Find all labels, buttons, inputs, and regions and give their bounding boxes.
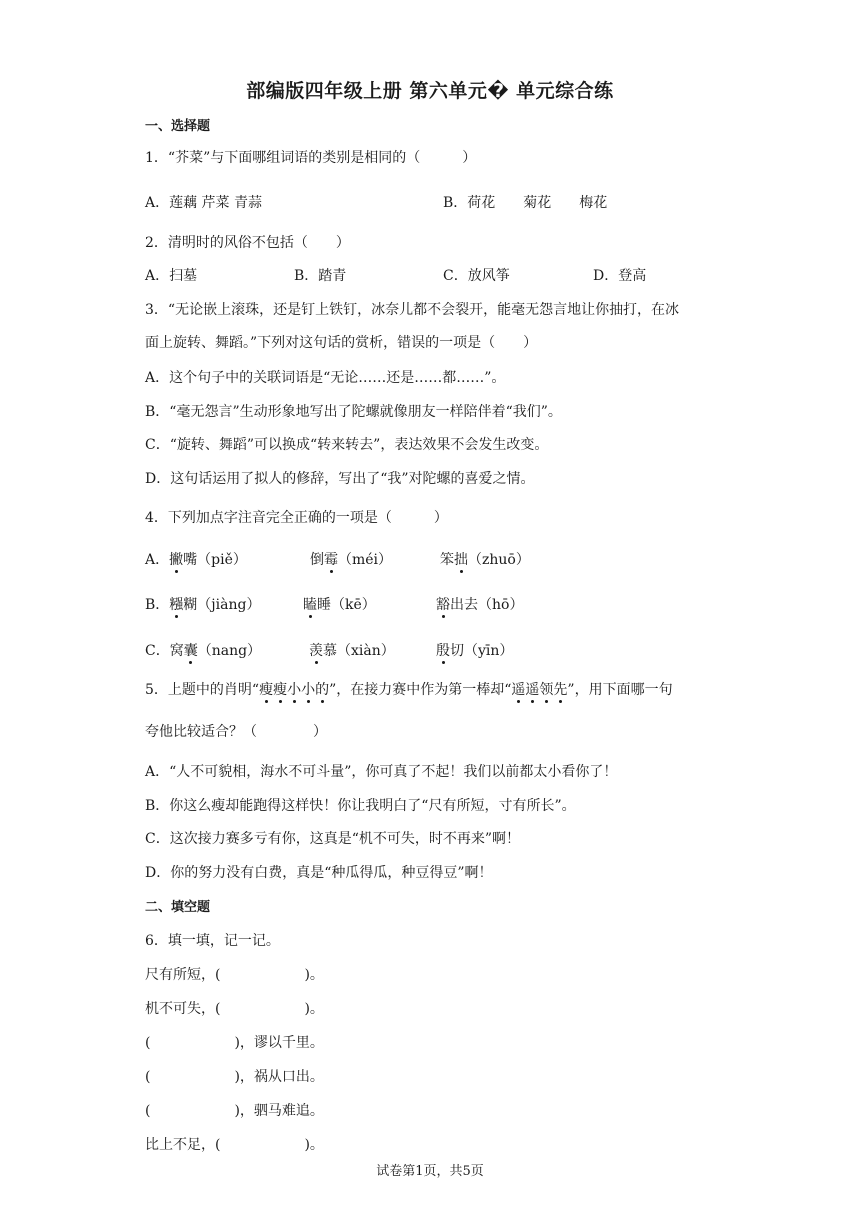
emphasis-dot-char: 糨: [169, 594, 183, 614]
emphasis-dot-char: 领: [539, 679, 553, 699]
emphasis-dot-char: 先: [553, 679, 567, 699]
q4-option-a-word3: 笨拙（zhuō）: [440, 549, 530, 569]
emphasis-dot-char: 殷: [436, 640, 450, 660]
q6-blank-line-4: ( )，祸从口出。: [145, 1069, 324, 1085]
emphasis-dot-char: 的: [315, 679, 329, 699]
q4-option-b-word2: 瞌睡（kē）: [303, 594, 376, 614]
emphasis-dot-char: 遥: [511, 679, 525, 699]
q5-option-d: D．你的努力没有白费，真是“种瓜得瓜，种豆得豆”啊！: [145, 865, 493, 881]
q3-stem-line2: 面上旋转、舞蹈。”下列对这句话的赏析，错误的一项是（ ）: [145, 335, 538, 351]
page-title: 部编版四年级上册 第六单元� 单元综合练: [246, 80, 614, 102]
q5-option-a: A．“人不可貌相，海水不可斗量”，你可真了不起！我们以前都太小看你了！: [145, 764, 618, 780]
q1-option-b: B．荷花 菊花 梅花: [443, 195, 608, 211]
q5-stem-line2: 夸他比较适合？（ ）: [145, 724, 327, 740]
emphasis-dot-char: 遥: [525, 679, 539, 699]
emphasis-dot-char: 拙: [454, 549, 468, 569]
q4-option-c-word2: 羡慕（xiàn）: [309, 640, 395, 660]
emphasis-dot-char: 豁: [436, 594, 450, 614]
q6-blank-line-1: 尺有所短，( )。: [145, 967, 324, 983]
q2-option-a: A．扫墓: [145, 268, 198, 284]
emphasis-dot-char: 瘦: [273, 679, 287, 699]
q4-option-a-word1: A．撇嘴（piě）: [145, 549, 247, 569]
q6-blank-line-5: ( )，驷马难追。: [145, 1103, 324, 1119]
q1-stem: 1．“芥菜”与下面哪组词语的类别是相同的（ ）: [145, 150, 477, 166]
q2-option-d: D．登高: [593, 268, 647, 284]
q6-blank-line-2: 机不可失，( )。: [145, 1001, 324, 1017]
q5-stem-line1: 5．上题中的肖明“瘦瘦小小的”，在接力赛中作为第一棒却“遥遥领先”，用下面哪一句: [145, 679, 673, 699]
q5-option-c: C．这次接力赛多亏有你，这真是“机不可失，时不再来”啊！: [145, 831, 521, 847]
q3-stem-line1: 3．“无论嵌上滚珠，还是钉上铁钉，冰奈儿都不会裂开，能毫无怨言地让你抽打，在冰: [145, 302, 680, 318]
q3-option-a: A．这个句子中的关联词语是“无论……还是……都……”。: [145, 370, 506, 386]
q6-blank-line-6: 比上不足，( )。: [145, 1137, 324, 1153]
q2-option-c: C．放风筝: [443, 268, 510, 284]
q4-option-b-word3: 豁出去（hō）: [436, 594, 523, 614]
q3-option-c: C．“旋转、舞蹈”可以换成“转来转去”，表达效果不会发生改变。: [145, 437, 549, 453]
emphasis-dot-char: 霉: [324, 549, 338, 569]
q5-option-b: B．你这么瘦却能跑得这样快！你让我明白了“尺有所短，寸有所长”。: [145, 798, 576, 814]
q6-blank-line-3: ( )，谬以千里。: [145, 1035, 324, 1051]
emphasis-dot-char: 羡: [309, 640, 323, 660]
emphasis-dot-char: 小: [287, 679, 301, 699]
emphasis-dot-char: 撇: [169, 549, 183, 569]
q4-option-c-word1: C．窝囊（nang）: [145, 640, 261, 660]
q1-option-a: A．莲藕 芹菜 青蒜: [145, 195, 263, 211]
emphasis-dot-char: 小: [301, 679, 315, 699]
q4-option-c-word3: 殷切（yīn）: [436, 640, 513, 660]
section-fill-heading: 二、填空题: [145, 900, 211, 915]
q3-option-b: B．“毫无怨言”生动形象地写出了陀螺就像朋友一样陪伴着“我们”。: [145, 404, 562, 420]
emphasis-dot-char: 瞌: [303, 594, 317, 614]
q4-option-a-word2: 倒霉（méi）: [310, 549, 392, 569]
q2-option-b: B．踏青: [294, 268, 347, 284]
emphasis-dot-char: 瘦: [259, 679, 273, 699]
page-footer: 试卷第1页，共5页: [376, 1164, 484, 1179]
emphasis-dot-char: 囊: [184, 640, 198, 660]
q6-stem: 6．填一填，记一记。: [145, 933, 280, 949]
q2-stem: 2．清明时的风俗不包括（ ）: [145, 235, 350, 251]
q4-stem: 4．下列加点字注音完全正确的一项是（ ）: [145, 510, 448, 526]
section-choice-heading: 一、选择题: [145, 119, 211, 134]
q4-option-b-word1: B．糨糊（jiàng）: [145, 594, 260, 614]
q3-option-d: D．这句话运用了拟人的修辞，写出了“我”对陀螺的喜爱之情。: [145, 471, 535, 487]
